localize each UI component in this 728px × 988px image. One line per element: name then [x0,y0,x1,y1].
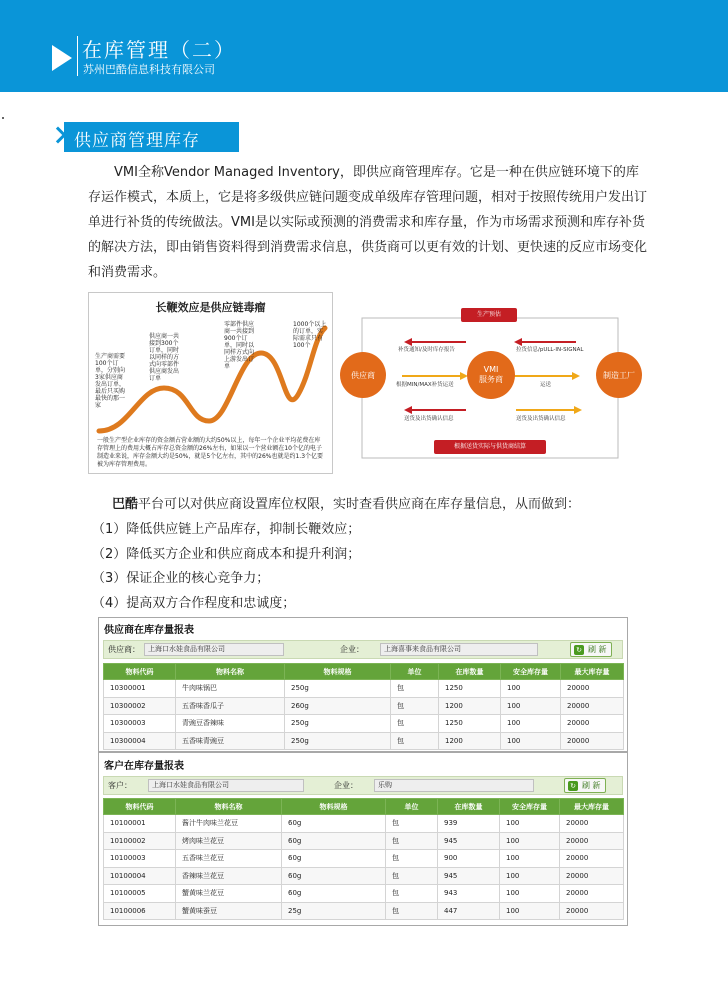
cell: 10100005 [104,885,176,903]
column-header: 在库数量 [439,664,501,680]
supplier-filter-label: 供应商： [108,645,140,654]
figure-note: 供应商一共接到300个订单，同时以同样的方式向零部件供应商发出订单 [149,333,180,382]
cell: 包 [391,680,439,698]
cell: 60g [282,885,386,903]
page-title: 在库管理（二） [82,38,236,62]
table-row[interactable] [104,680,624,698]
bullwhip-figure [88,292,333,474]
cell: 10300004 [104,732,176,750]
column-header: 安全库存量 [500,799,560,815]
table-row[interactable] [104,815,624,833]
cell: 260g [285,697,391,715]
customer-filter-label: 客户： [108,781,132,790]
cell: 10100003 [104,850,176,868]
column-header: 单位 [391,664,439,680]
cell: 100 [500,885,560,903]
margin-dot [2,117,4,119]
table-row[interactable] [104,885,624,903]
refresh-button[interactable] [570,642,612,657]
cell: 939 [438,815,500,833]
arrow-label: 根据MIN/MAX补货运送 [396,382,454,388]
cell: 包 [386,867,438,885]
supplier-report-panel [98,617,628,752]
table-row[interactable] [104,867,624,885]
cell: 10100002 [104,832,176,850]
company-filter-label: 企业： [334,781,358,790]
column-header: 最大库存量 [560,799,624,815]
cell: 60g [282,815,386,833]
cell: 10100001 [104,815,176,833]
cell: 蟹黄味兰花豆 [176,885,282,903]
refresh-icon: ↻ [574,645,584,655]
header-divider [77,36,78,76]
arrow-label: 拉货信息/pULL-IN-SIGNAL [516,347,584,353]
column-header: 在库数量 [438,799,500,815]
supplier-select[interactable]: 上海口水娃食品有限公司 [144,643,284,656]
cell: 五香味香瓜子 [176,697,285,715]
cell: 酱汁牛肉味兰花豆 [176,815,282,833]
column-header: 安全库存量 [501,664,561,680]
vmi-node: VMI 服务商 [467,351,515,399]
supplier-node: 供应商 [340,352,386,398]
cell: 945 [438,867,500,885]
supplier-report-title: 供应商在库存量报表 [104,625,194,636]
cell: 1200 [439,697,501,715]
figure-note: 生产商需要100个订单，分别向3家供应商发出订单，最后只买购最快的那一家 [95,353,126,409]
cell: 447 [438,902,500,920]
table-row[interactable] [104,715,624,733]
cell: 60g [282,850,386,868]
supplier-filter-bar [103,640,623,659]
company-select[interactable]: 乐购 [374,779,534,792]
cell: 20000 [561,697,624,715]
forecast-label: 生产预估 [461,308,517,322]
cell: 1200 [439,732,501,750]
table-row[interactable] [104,697,624,715]
company-filter-label: 企业： [340,645,364,654]
cell: 1250 [439,680,501,698]
cell: 100 [500,832,560,850]
cell: 100 [501,715,561,733]
cell: 100 [501,680,561,698]
cell: 烤肉味兰花豆 [176,832,282,850]
column-header: 单位 [386,799,438,815]
column-header: 物料规格 [282,799,386,815]
arrow-label: 补货通知/及时库存报告 [398,347,455,353]
customer-inventory-table [103,798,624,920]
cell: 10300002 [104,697,176,715]
cell: 香辣味兰花豆 [176,867,282,885]
column-header: 物料名称 [176,799,282,815]
cell: 20000 [561,732,624,750]
table-row[interactable] [104,832,624,850]
cell: 包 [386,832,438,850]
arrow-label: 送货及出货确认信息 [404,416,454,422]
company-name: 苏州巴酷信息科技有限公司 [83,63,215,76]
refresh-button[interactable] [564,778,606,793]
play-arrow-icon [52,45,72,71]
cell: 60g [282,832,386,850]
factory-node: 制造工厂 [596,352,642,398]
column-header: 物料代码 [104,664,176,680]
cell: 900 [438,850,500,868]
benefit-item: （3）保证企业的核心竞争力； [92,571,270,586]
cell: 100 [500,902,560,920]
cell: 20000 [560,867,624,885]
cell: 100 [500,850,560,868]
section-heading [52,122,242,152]
cell: 10300003 [104,715,176,733]
cell: 20000 [560,885,624,903]
cell: 牛肉味锅巴 [176,680,285,698]
cell: 1250 [439,715,501,733]
table-row[interactable] [104,732,624,750]
cell: 20000 [560,902,624,920]
cell: 包 [386,815,438,833]
cell: 包 [391,732,439,750]
benefit-item: （1）降低供应链上产品库存，抑制长鞭效应； [92,522,361,537]
cell: 包 [386,885,438,903]
cell: 100 [501,732,561,750]
cell: 250g [285,732,391,750]
cell: 20000 [561,680,624,698]
customer-report-panel [98,752,628,926]
customer-select[interactable]: 上海口水娃食品有限公司 [148,779,304,792]
cell: 包 [391,697,439,715]
brand-name: 巴酷 [112,497,139,512]
benefits-lead [112,493,580,512]
vmi-flow-diagram [336,300,644,468]
cell: 包 [386,850,438,868]
cell: 五香味青豌豆 [176,732,285,750]
column-header: 物料名称 [176,664,285,680]
figure-note: 1000个以上的订单，实际需求只有100个 [293,321,327,349]
cell: 五香味兰花豆 [176,850,282,868]
arrow-label: 送货及出货确认信息 [516,416,566,422]
cell: 10300001 [104,680,176,698]
cell: 包 [386,902,438,920]
cell: 100 [500,815,560,833]
section-title: 供应商管理库存 [74,131,200,151]
cell: 250g [285,680,391,698]
settlement-label: 根据送货实际与供货商结算 [434,440,546,454]
company-select[interactable]: 上海喜事来食品有限公司 [380,643,538,656]
cell: 20000 [561,715,624,733]
cell: 945 [438,832,500,850]
column-header: 物料代码 [104,799,176,815]
customer-filter-bar [103,776,623,795]
benefit-item: （4）提高双方合作程度和忠诚度； [92,596,296,611]
cell: 20000 [560,815,624,833]
refresh-icon: ↻ [568,781,578,791]
cell: 250g [285,715,391,733]
intro-paragraph: VMI全称Vendor Managed Inventory，即供应商管理库存。它是一种在供应链环境下的库存运作模式，本质上，它是将多级供应链问题变成单级库存管理问题，相对于按照传统用户发出订单进行补货的传统做法。VMI是以实际或预测的消费需求和库存量，作为市场需求预测和库存补货的解决方法，即由销售资料得到消费需求信息，供货商可以更有效的计划、更快速的反应市场变化和消费需求。 [88,165,648,280]
supplier-inventory-table [103,663,624,750]
cell: 20000 [560,850,624,868]
cell: 25g [282,902,386,920]
cell: 蟹黄味蚕豆 [176,902,282,920]
column-header: 最大库存量 [561,664,624,680]
table-header-row [104,664,624,680]
figure-title: 长鞭效应是供应链毒瘤 [155,301,266,314]
refresh-label: 刷 新 [582,781,601,790]
benefit-item: （2）降低买方企业和供应商成本和提升利润； [92,547,361,562]
cell: 100 [500,867,560,885]
header-banner [0,0,728,92]
customer-report-title: 客户在库存量报表 [104,761,184,772]
cell: 100 [501,697,561,715]
table-row[interactable] [104,850,624,868]
cell: 包 [391,715,439,733]
table-header-row [104,799,624,815]
cell: 943 [438,885,500,903]
column-header: 物料规格 [285,664,391,680]
benefits-lead-text: 平台可以对供应商设置库位权限，实时查看供应商在库存量信息，从而做到： [138,497,581,512]
figure-note: 零部件供应商一共接到900个订单，同时以同样方式向上游发出订单 [224,321,255,370]
cell: 60g [282,867,386,885]
figure-footnote: 一般生产型企业库存的资金额占营业额的大约50%以上，每年一个企业平均花费在库存管理上的费用大概占库存总资金额的26%左右，如果以一个营业额在10个亿的电子制造业来说，库存金额大约是50%，就是5个亿左右，其中的26%也就是约1.3个亿要被为库存管理费用。 [97,437,324,468]
table-row[interactable] [104,902,624,920]
arrow-label: 运送 [540,382,552,388]
cell: 20000 [560,832,624,850]
cell: 10100006 [104,902,176,920]
refresh-label: 刷 新 [588,645,607,654]
cell: 10100004 [104,867,176,885]
cell: 青豌豆香辣味 [176,715,285,733]
